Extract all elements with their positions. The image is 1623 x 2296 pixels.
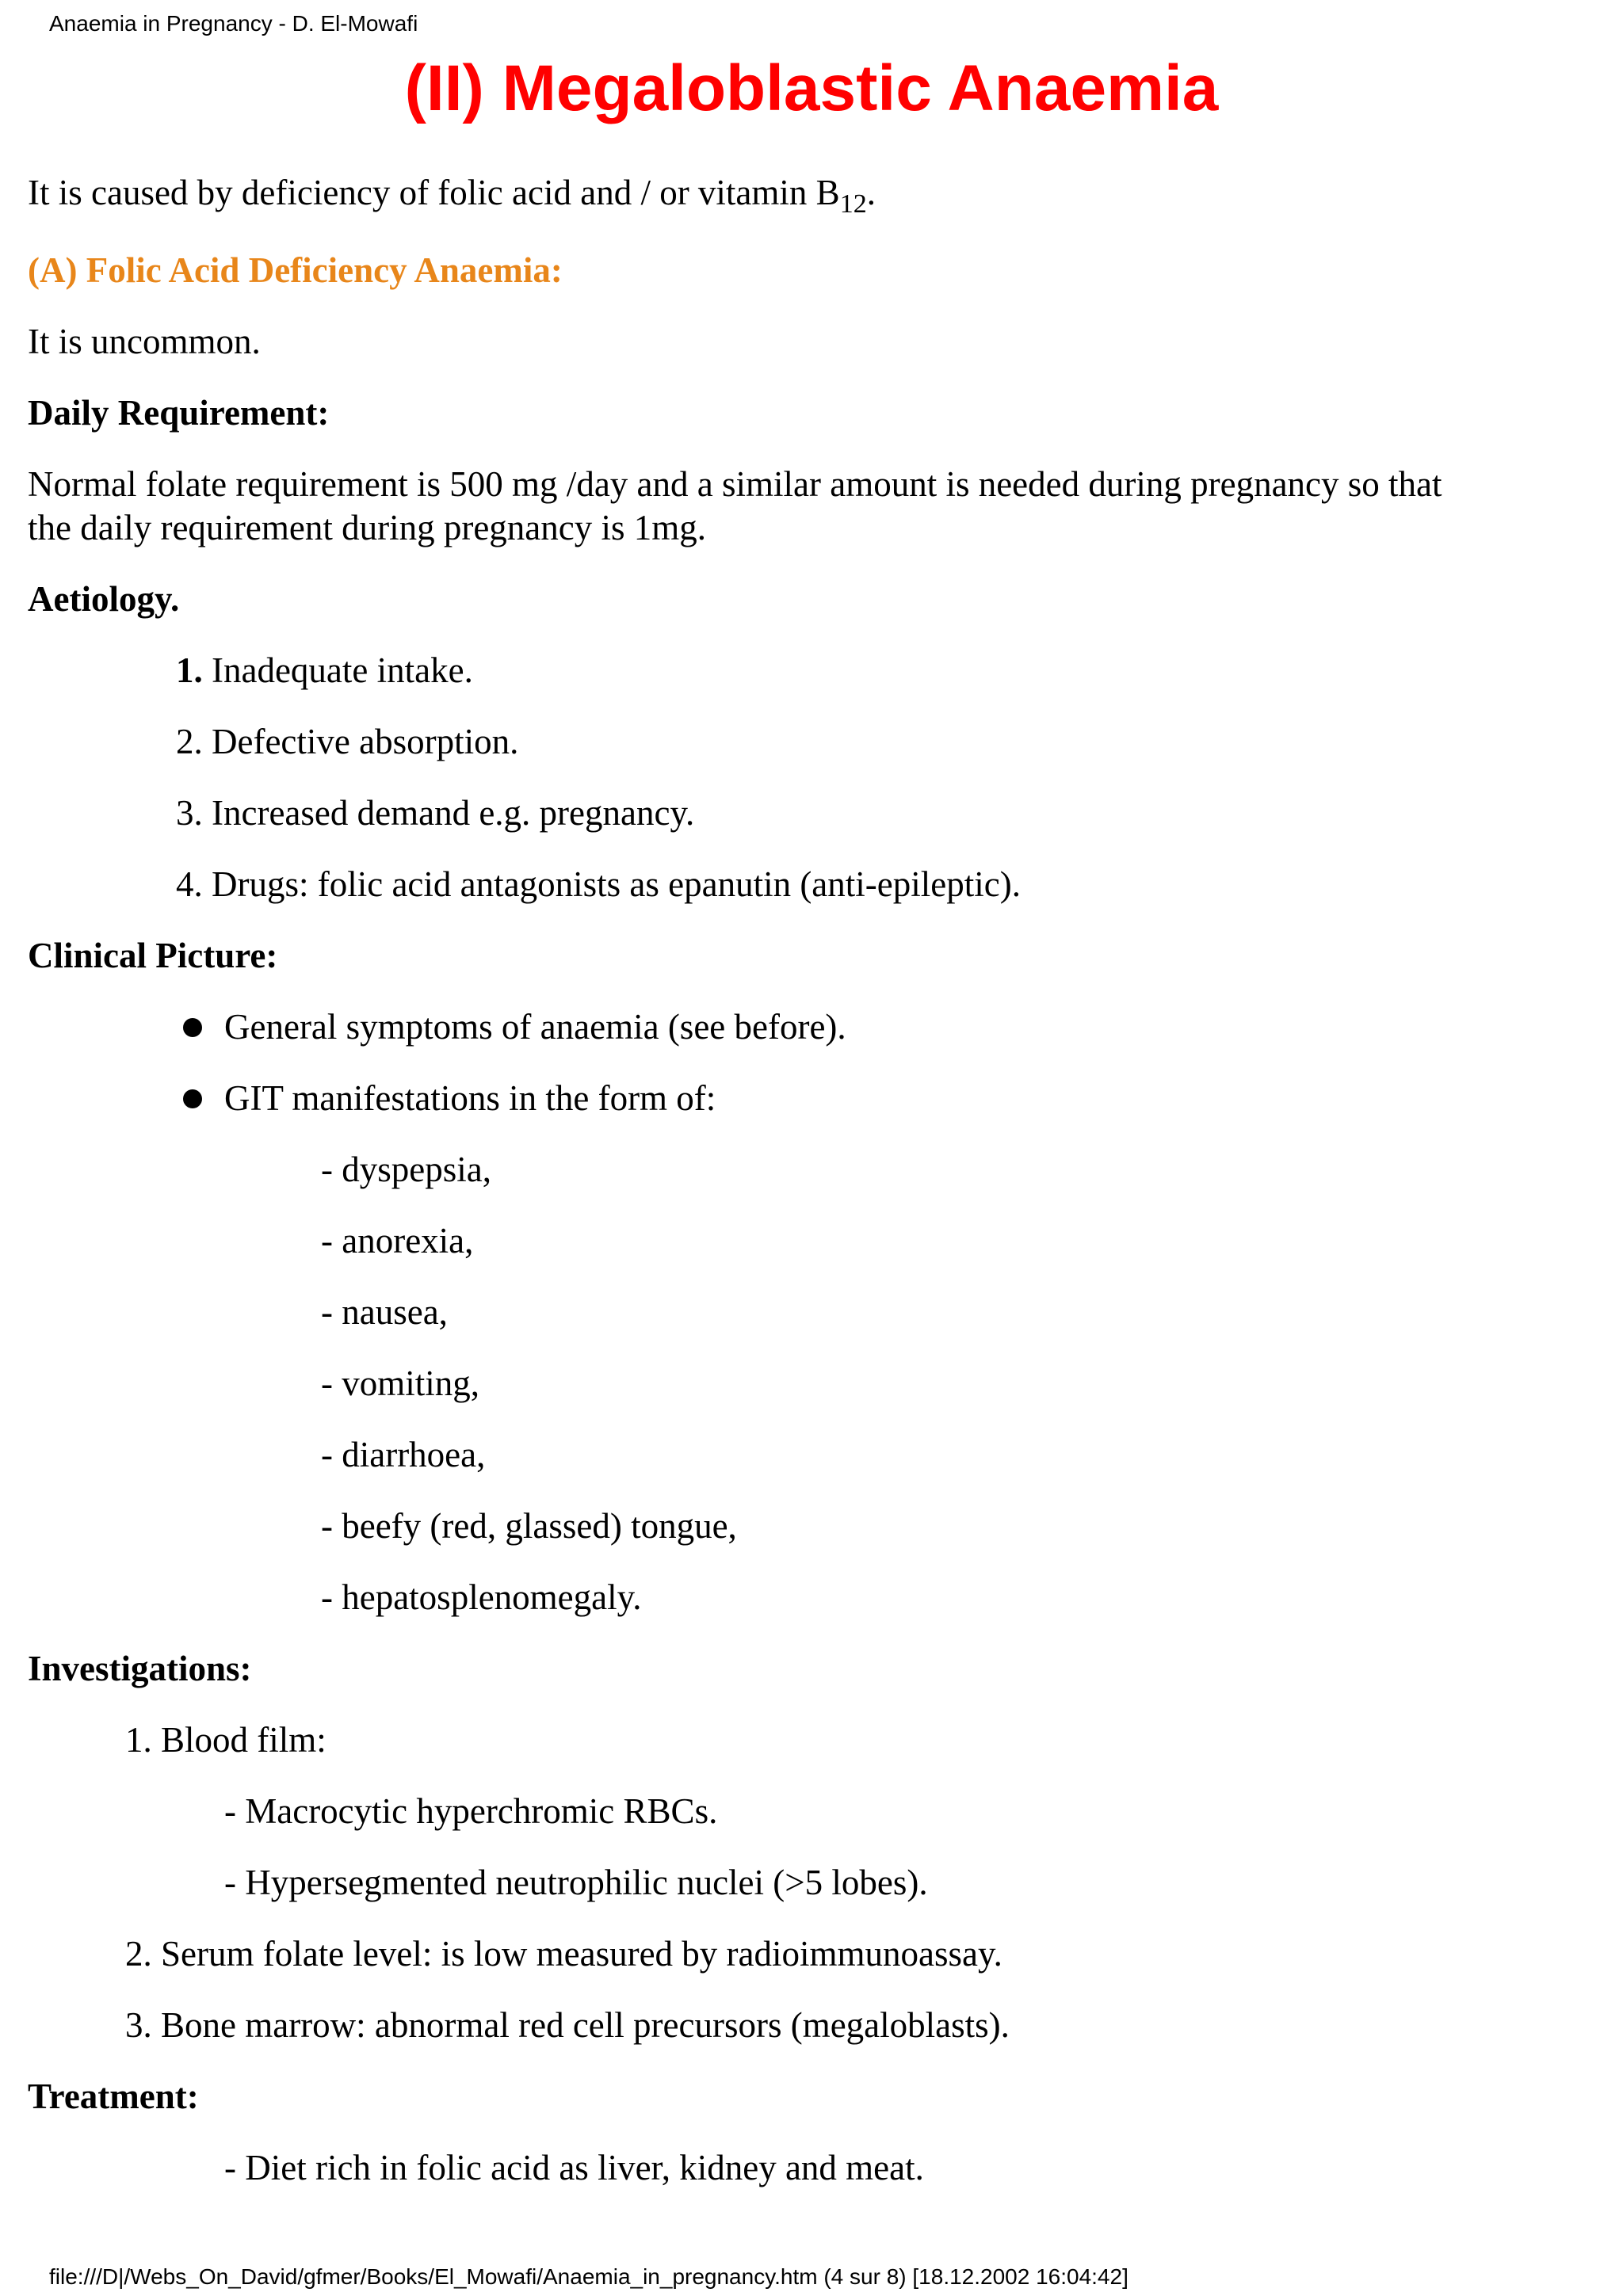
treatment-heading: Treatment: <box>28 2077 199 2116</box>
aetiology-item <box>176 719 518 764</box>
aetiology-item <box>176 791 694 835</box>
clinical-bullet-text: General symptoms of anaemia (see before). <box>224 1007 846 1047</box>
aetiology-heading: Aetiology. <box>28 579 180 619</box>
aetiology-item-number: 3. <box>176 793 203 833</box>
intro-text: It is caused by deficiency of folic acid and / or vitamin B <box>28 173 840 212</box>
git-item: - hepatosplenomegaly. <box>321 1577 642 1617</box>
git-item: - vomiting, <box>321 1363 479 1403</box>
clinical-bullet-item <box>224 1076 716 1120</box>
git-item: - dyspepsia, <box>321 1150 491 1189</box>
daily-requirement-heading: Daily Requirement: <box>28 393 330 433</box>
aetiology-item <box>176 862 1021 906</box>
blood-film-item: - Macrocytic hyperchromic RBCs. <box>224 1791 718 1831</box>
bullet-icon <box>183 1089 202 1108</box>
section-a-text: It is uncommon. <box>28 322 261 361</box>
clinical-bullet-text: GIT manifestations in the form of: <box>224 1078 716 1118</box>
daily-requirement-line-1: Normal folate requirement is 500 mg /day and a similar amount is needed during pregnancy so that <box>28 464 1442 504</box>
git-item: - diarrhoea, <box>321 1435 486 1474</box>
running-header: Anaemia in Pregnancy - D. El-Mowafi <box>49 11 418 36</box>
aetiology-item-number: 1. <box>176 650 203 690</box>
aetiology-item <box>176 648 473 692</box>
git-item: - nausea, <box>321 1292 448 1332</box>
aetiology-item-number: 4. <box>176 864 203 904</box>
blood-film-item: - Hypersegmented neutrophilic nuclei (>5 lobes). <box>224 1863 928 1902</box>
daily-requirement-line-2: the daily requirement during pregnancy is 1mg. <box>28 508 707 547</box>
footer-file-path: file:///D|/Webs_On_David/gfmer/Books/El_Mowafi/Anaemia_in_pregnancy.htm (4 sur 8) [18.12.2002 16:04:42] <box>49 2264 1128 2289</box>
git-item: - anorexia, <box>321 1221 474 1261</box>
aetiology-item-text: Drugs: folic acid antagonists as epanutin (anti-epileptic). <box>212 864 1021 904</box>
git-item: - beefy (red, glassed) tongue, <box>321 1506 737 1546</box>
clinical-picture-heading: Clinical Picture: <box>28 936 278 975</box>
clinical-bullet-item <box>224 1005 846 1049</box>
bullet-icon <box>183 1018 202 1037</box>
page-title: (II) Megaloblastic Anaemia <box>404 52 1219 124</box>
aetiology-item-text: Defective absorption. <box>212 722 519 761</box>
investigation-bone-marrow: 3. Bone marrow: abnormal red cell precursors (megaloblasts). <box>125 2005 1010 2045</box>
aetiology-item-text: Inadequate intake. <box>212 650 473 690</box>
treatment-item: - Diet rich in folic acid as liver, kidney and meat. <box>224 2148 924 2187</box>
intro-subscript: 12 <box>839 189 867 219</box>
intro-end: . <box>866 173 876 212</box>
investigation-serum-folate: 2. Serum folate level: is low measured by radioimmunoassay. <box>125 1934 1002 1974</box>
aetiology-item-number: 2. <box>176 722 203 761</box>
intro-paragraph <box>28 170 876 219</box>
investigations-heading: Investigations: <box>28 1649 252 1688</box>
aetiology-item-text: Increased demand e.g. pregnancy. <box>212 793 695 833</box>
section-a-heading: (A) Folic Acid Deficiency Anaemia: <box>28 250 563 290</box>
investigation-blood-film: 1. Blood film: <box>125 1720 327 1760</box>
